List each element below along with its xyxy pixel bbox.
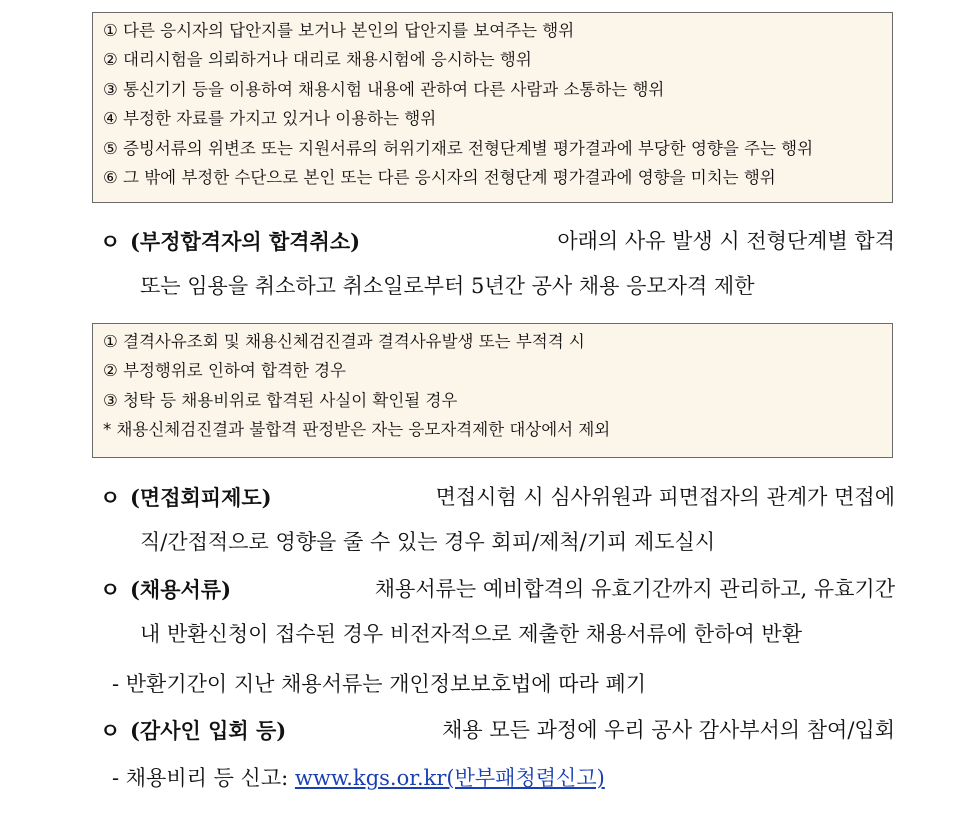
section-auditor-attendance: [100, 708, 895, 753]
misconduct-list-box: [92, 12, 893, 203]
section-text: 직/간접적으로 영향을 줄 수 있는 경우 회피/제척/기피 제도실시: [140, 530, 716, 554]
section-text: 면접시험 시 심사위원과 피면접자의 관계가 면접에: [435, 485, 895, 509]
report-label: - 채용비리 등 신고:: [112, 766, 295, 790]
section-text: 채용서류는 예비합격의 유효기간까지 관리하고, 유효기간: [374, 577, 895, 601]
section-interview-avoidance: [100, 475, 895, 565]
report-line: [112, 756, 605, 801]
list-item: ① 다른 응시자의 답안지를 보거나 본인의 답안지를 보여주는 행위: [103, 21, 575, 40]
list-note: * 채용신체검진결과 불합격 판정받은 자는 응모자격제한 대상에서 제외: [103, 420, 611, 440]
section-pass-cancellation: [100, 219, 895, 309]
bullet-icon: ㅇ: [100, 485, 121, 510]
list-item: ③ 청탁 등 채용비위로 합격된 사실이 확인될 경우: [103, 390, 458, 410]
section-heading: (부정합격자의 합격취소): [130, 229, 361, 254]
list-item: ⑤ 증빙서류의 위변조 또는 지원서류의 허위기재로 전형단계별 평가결과에 부당한 영향을 주는 행위: [103, 138, 814, 158]
report-link[interactable]: www.kgs.or.kr(반부패청렴신고): [294, 766, 605, 790]
section-heading: (면접회피제도): [130, 485, 272, 510]
list-item: ③ 통신기기 등을 이용하여 채용시험 내용에 관하여 다른 사람과 소통하는 행위: [103, 79, 665, 99]
sub-item: - 반환기간이 지난 채용서류는 개인정보보호법에 따라 폐기: [112, 672, 647, 696]
list-item: ② 대리시험을 의뢰하거나 대리로 채용시험에 응시하는 행위: [103, 50, 532, 70]
section-text: 또는 임용을 취소하고 취소일로부터 5년간 공사 채용 응모자격 제한: [140, 274, 755, 298]
section-heading: (채용서류): [130, 577, 232, 602]
section-text: 내 반환신청이 접수된 경우 비전자적으로 제출한 채용서류에 한하여 반환: [140, 622, 802, 646]
list-item: ① 결격사유조회 및 채용신체검진결과 결격사유발생 또는 부적격 시: [103, 332, 585, 351]
section-text: 채용 모든 과정에 우리 공사 감사부서의 참여/입회: [442, 718, 895, 742]
bullet-icon: ㅇ: [100, 718, 121, 743]
list-item: ④ 부정한 자료를 가지고 있거나 이용하는 행위: [103, 109, 437, 129]
bullet-icon: ㅇ: [100, 577, 121, 602]
cancellation-reasons-box: [92, 323, 893, 458]
section-hiring-documents: [100, 567, 895, 657]
section-heading: (감사인 입회 등): [130, 718, 287, 743]
list-item: ② 부정행위로 인하여 합격한 경우: [103, 361, 346, 381]
section-text: 아래의 사유 발생 시 전형단계별 합격: [557, 229, 895, 253]
list-item: ⑥ 그 밖에 부정한 수단으로 본인 또는 다른 응시자의 전형단계 평가결과에 영향을 미치는 행위: [103, 167, 776, 187]
bullet-icon: ㅇ: [100, 229, 121, 254]
